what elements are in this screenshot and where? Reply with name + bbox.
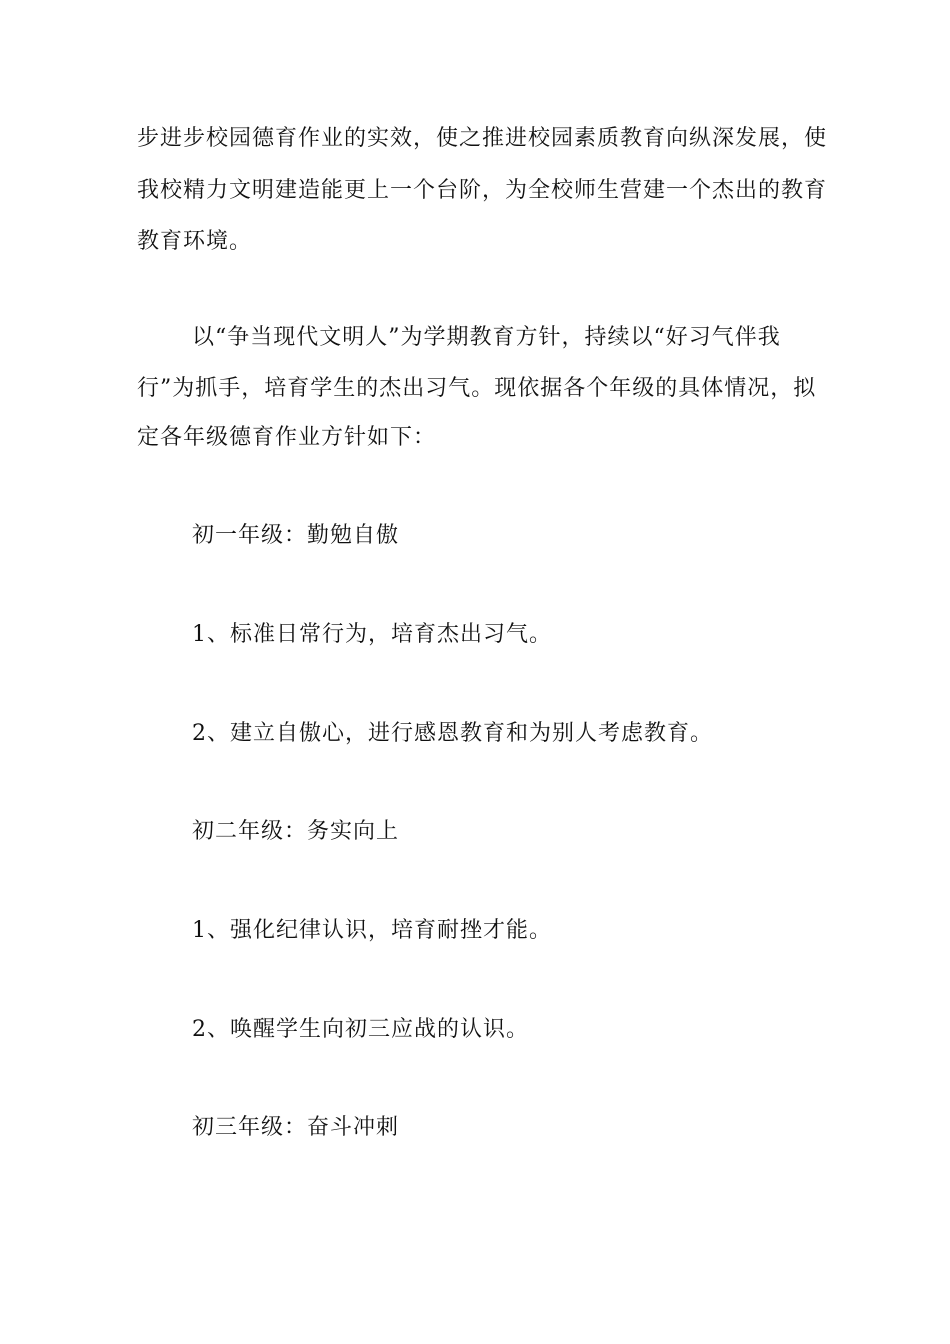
paragraph-2-line-3: 定各年级德育作业方针如下：: [137, 425, 437, 450]
grade-1-item-1: 1、标准日常行为，培育杰出习气。: [192, 622, 552, 647]
grade-2-item-2: 2、唤醒学生向初三应战的认识。: [192, 1017, 529, 1042]
paragraph-1-line-3: 教育环境。: [137, 229, 253, 254]
grade-2-item-1: 1、强化纪律认识，培育耐挫才能。: [192, 918, 552, 943]
paragraph-2-line-1: 以“争当现代文明人”为学期教育方针，持续以“好习气伴我: [192, 325, 781, 350]
grade-1-item-2: 2、建立自傲心，进行感恩教育和为别人考虑教育。: [192, 721, 713, 746]
paragraph-1-line-2: 我校精力文明建造能更上一个台阶，为全校师生营建一个杰出的教育: [137, 178, 828, 203]
paragraph-2-line-2: 行”为抓手，培育学生的杰出习气。现依据各个年级的具体情况，拟: [137, 376, 817, 401]
paragraph-1-line-1: 步进步校园德育作业的实效，使之推进校园素质教育向纵深发展，使: [137, 126, 828, 151]
grade-3-heading: 初三年级：奋斗冲刺: [192, 1115, 400, 1140]
grade-1-heading: 初一年级：勤勉自傲: [192, 523, 400, 548]
grade-2-heading: 初二年级：务实向上: [192, 819, 400, 844]
